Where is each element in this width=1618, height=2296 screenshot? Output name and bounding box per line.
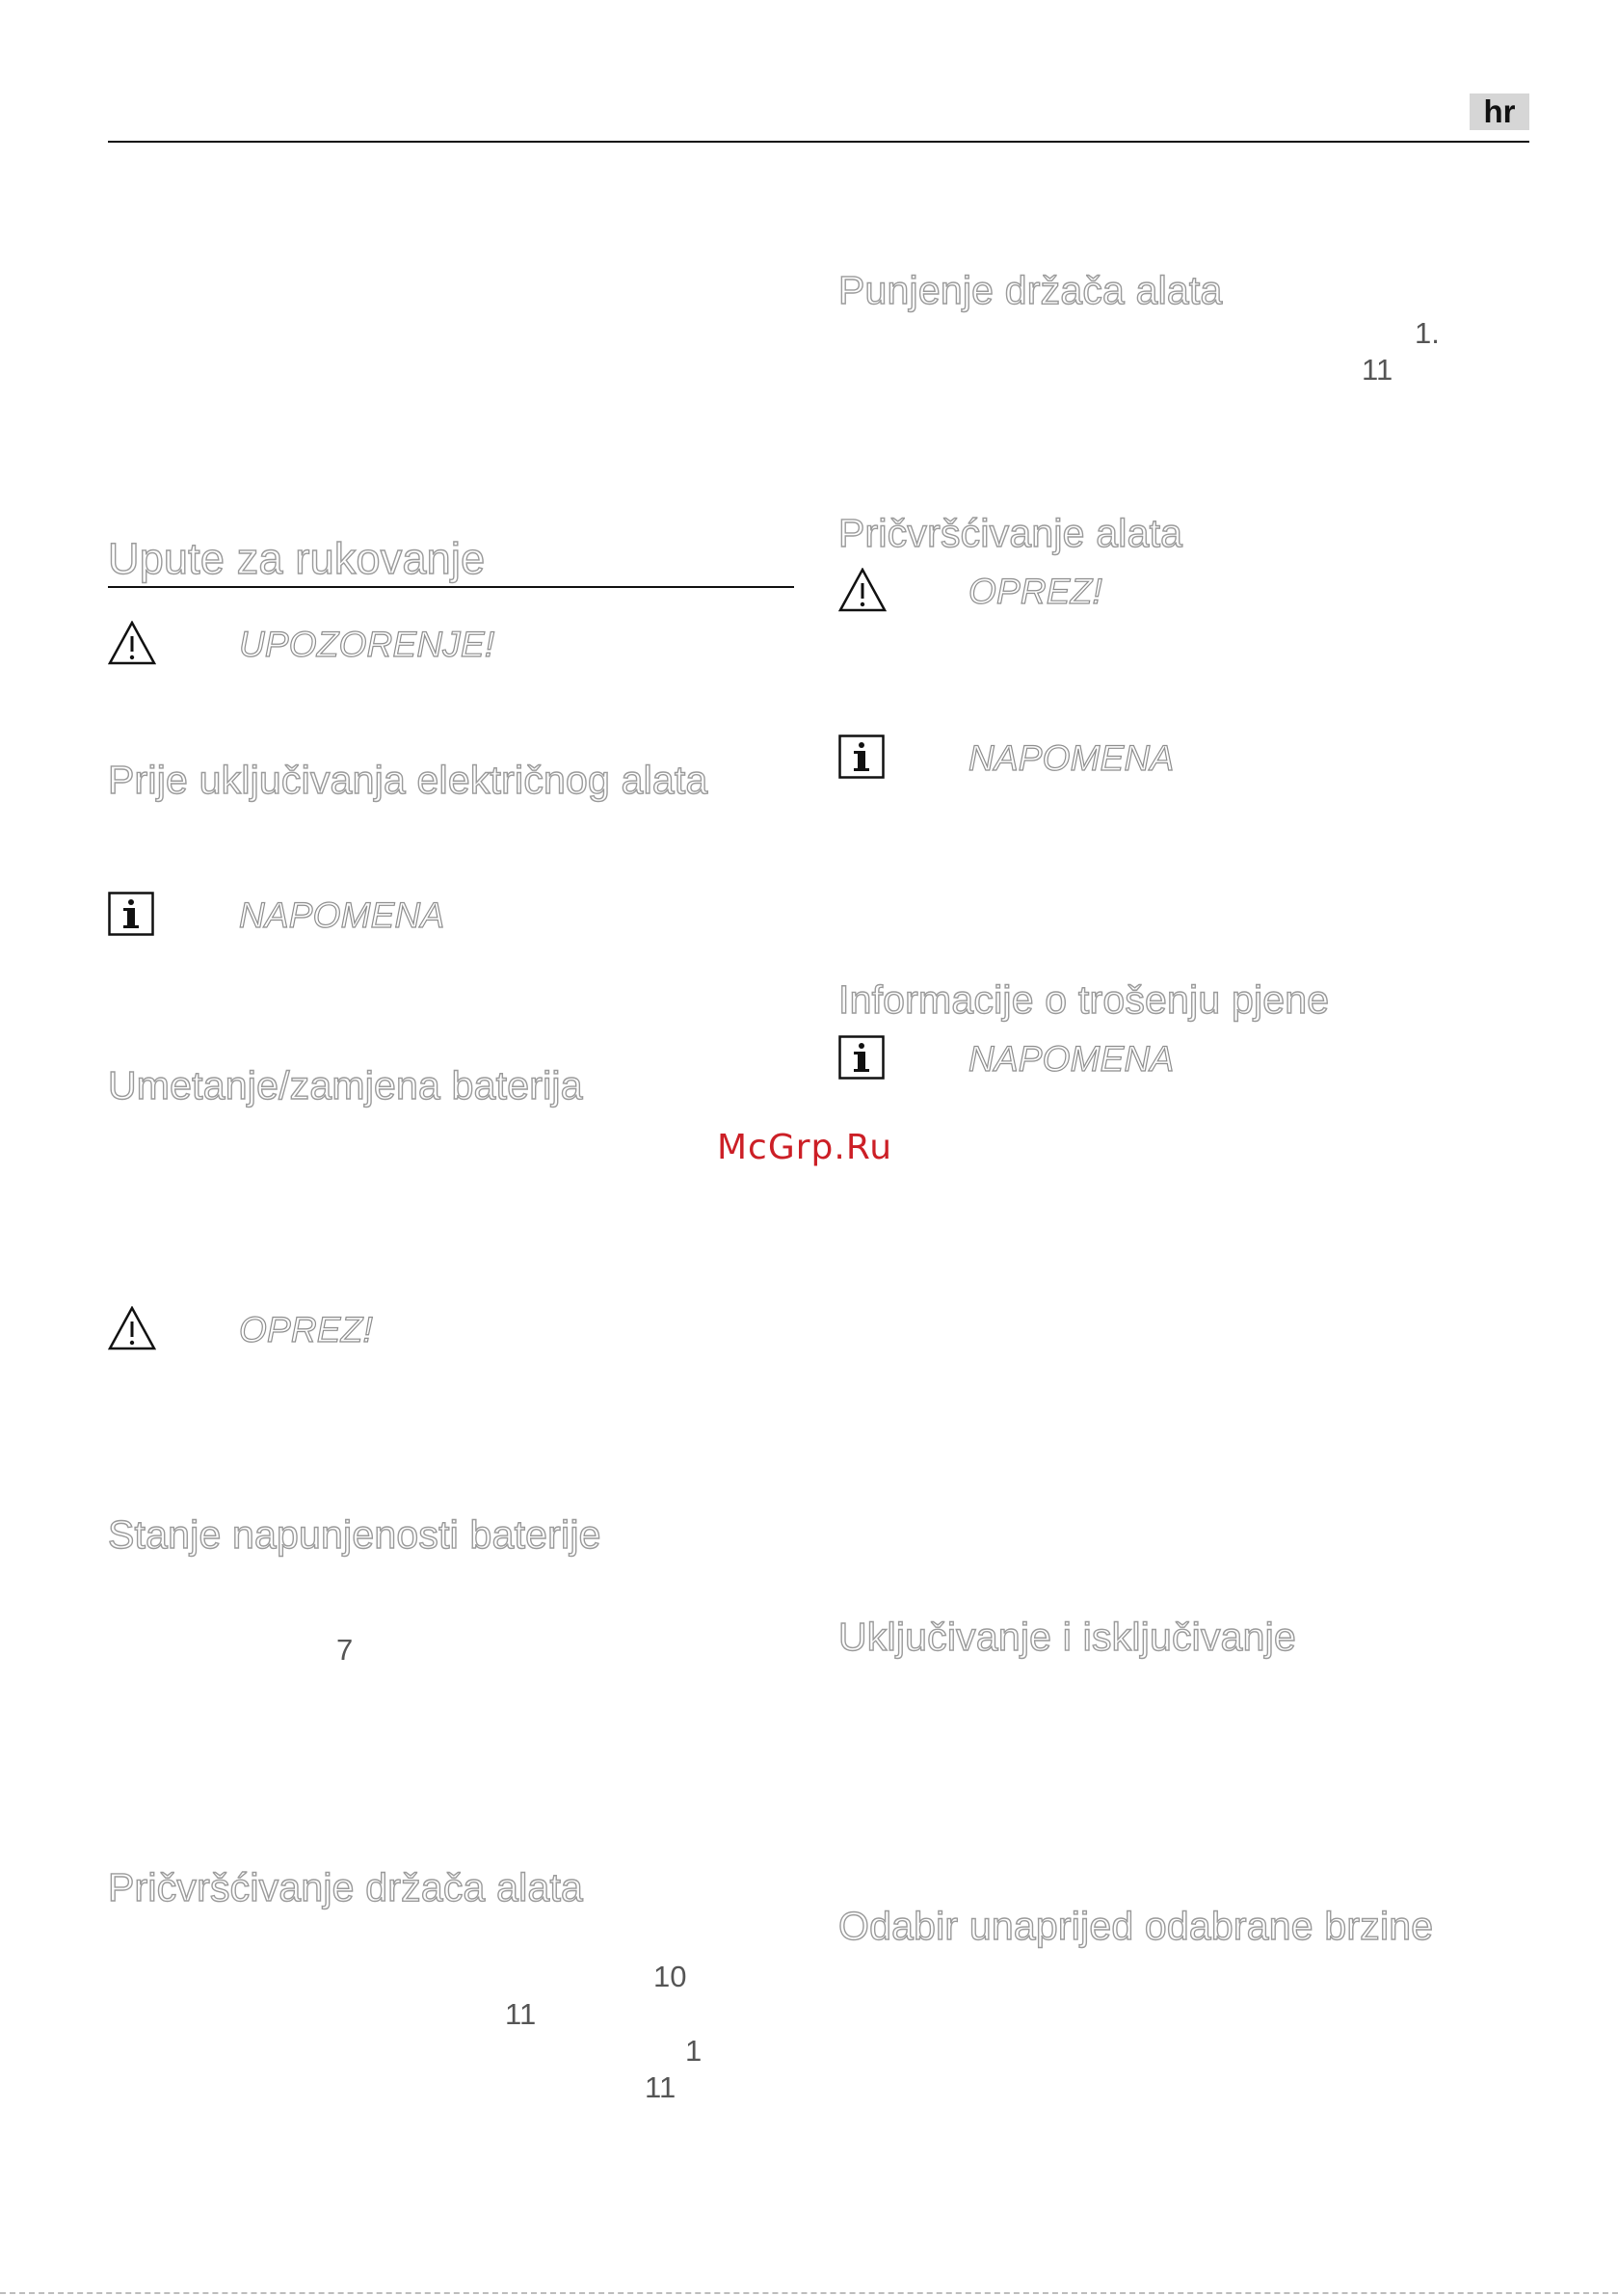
heading-umetanje: Umetanje/zamjena baterija — [108, 1063, 583, 1108]
info-box-icon — [838, 1035, 885, 1080]
section-rule — [108, 586, 794, 588]
page-bottom-edge — [0, 2292, 1618, 2294]
heading-punjenje: Punjenje držača alata — [838, 268, 1223, 312]
oprez-label: OPREZ! — [239, 1310, 373, 1349]
info-box-icon — [108, 892, 154, 936]
reference-number: 11 — [645, 2070, 676, 2104]
reference-number: 1. — [1415, 316, 1440, 350]
info-box-icon — [838, 734, 885, 779]
warning-triangle-icon — [108, 621, 156, 665]
heading-pricvrscivanje-alata: Pričvršćivanje alata — [838, 511, 1183, 555]
warning-triangle-icon — [838, 568, 887, 612]
napomena-label: NAPOMENA — [239, 895, 445, 935]
oprez-label: OPREZ! — [968, 572, 1102, 611]
warning-label: UPOZORENJE! — [239, 625, 495, 664]
watermark: McGrp.Ru — [717, 1128, 893, 1167]
section-title: Upute za rukovanje — [108, 534, 486, 583]
napomena-label: NAPOMENA — [968, 1039, 1175, 1079]
warning-triangle-icon — [108, 1306, 156, 1350]
heading-ukljucivanje: Uključivanje i isključivanje — [838, 1615, 1296, 1659]
heading-prije: Prije uključivanja električnog alata — [108, 758, 708, 802]
heading-pricvrscivanje-drzaca: Pričvršćivanje držača alata — [108, 1865, 584, 1909]
reference-number: 7 — [336, 1633, 354, 1667]
heading-stanje: Stanje napunjenosti baterije — [108, 1512, 601, 1557]
napomena-label: NAPOMENA — [968, 738, 1175, 778]
heading-odabir: Odabir unaprijed odabrane brzine — [838, 1904, 1434, 1948]
reference-number: 10 — [653, 1960, 687, 1993]
header-rule — [108, 141, 1529, 143]
reference-number: 1 — [685, 2034, 703, 2068]
heading-informacije: Informacije o trošenju pjene — [838, 977, 1330, 1022]
reference-number: 11 — [505, 1997, 537, 2031]
language-badge: hr — [1470, 93, 1529, 130]
reference-number: 11 — [1362, 353, 1393, 387]
